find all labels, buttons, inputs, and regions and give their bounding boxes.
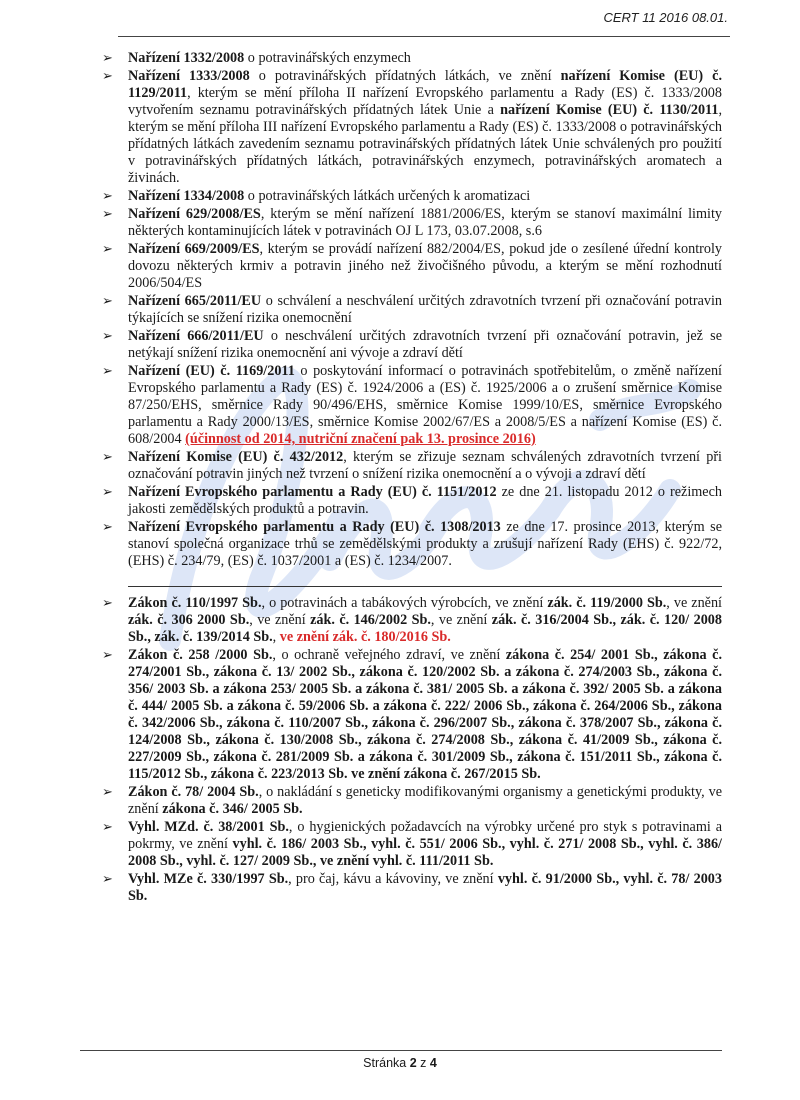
description-text: , o ochraně veřejného zdraví, ve znění [272,647,506,663]
description-text: o potravinářských látkách určených k aromatizaci [244,188,531,204]
legal-reference: zák. č. 316/2004 Sb., zák. č. 120/ 2008 Sb., zák. č. 139/2014 Sb. [128,612,722,645]
arrow-bullet-icon: ➢ [102,207,113,222]
description-text: ze dne 17. prosince 2013, kterým se stanoví společná organizace trhů se zemědělskými produkty a zrušují nařízení Rady (EHS) č. 922/72, (EHS) č. 234/79, (ES) č. 1037/2001 a (ES) č. 1234/2007. [128,519,722,569]
arrow-bullet-icon: ➢ [102,364,113,379]
law-item [100,595,722,646]
highlighted-note: (účinnost od 2014, nutriční značení pak 13. prosince 2016) [185,431,536,447]
footer-divider [80,1050,722,1051]
law-item [100,784,722,818]
legal-reference: Nařízení 665/2011/EU [128,293,262,309]
arrow-bullet-icon: ➢ [102,450,113,465]
legal-reference: Nařízení 666/2011/EU [128,328,264,344]
legal-reference: Zákon č. 258 /2000 Sb. [128,647,273,663]
legal-reference: zák. č. 306 2000 Sb. [128,612,250,628]
description-text: , o nakládání s geneticky modifikovanými organismy a genetickými produkty, ve znění [128,784,723,817]
law-item [100,819,722,870]
document-body [100,50,722,906]
legal-reference: Nařízení Evropského parlamentu a Rady (EU) č. 1151/2012 [128,484,497,500]
regulation-item [100,328,722,362]
description-text: , [272,629,280,645]
legal-reference: Nařízení 629/2008/ES [128,206,261,222]
arrow-bullet-icon: ➢ [102,51,113,66]
arrow-bullet-icon: ➢ [102,820,113,835]
legal-reference: zákona č. 346/ 2005 Sb. [162,801,303,817]
arrow-bullet-icon: ➢ [102,69,113,84]
description-text: o poskytování informací o potravinách spotřebitelům, o změně nařízení Evropského parlamentu a Rady (ES) č. 1924/2006 a (ES) č. 1925/2006 a o zrušení směrnice Komise 87/250/EHS, směrnice Rady 90/496/EHS, směrnice Komise 1999/10/ES, směrnice Evropského parlamentu a Rady 2000/13/ES, směrnice Komise 2002/67/ES a 2008/5/ES a nařízení Komise (ES) č. 608/2004 [128,363,722,447]
page-number-separator: z [416,1056,430,1070]
legal-reference: nařízení Komise (EU) č. 1130/2011 [500,102,719,118]
arrow-bullet-icon: ➢ [102,648,113,663]
description-text: , ve znění [249,612,311,628]
description-text: o neschválení určitých zdravotních tvrzení při označování potravin, jež se netýkají snížení rizika onemocnění ani vývoje a zdraví dětí [128,328,722,361]
legal-reference: Nařízení 1332/2008 [128,50,245,66]
description-text: , kterým se mění příloha II nařízení Evropského parlamentu a Rady (ES) č. 1333/2008 vytvořením seznamu potravinářských přídatných látek Unie a [128,85,722,118]
legal-reference: zák. č. 119/2000 Sb. [547,595,667,611]
arrow-bullet-icon: ➢ [102,785,113,800]
regulation-item [100,293,722,327]
description-text: , kterým se provádí nařízení 882/2004/ES, pokud jde o zesílené úřední kontroly dovozu některých krmiv a potravin jiného než živočišného původu, a kterým se mění rozhodnutí 2006/504/ES [128,241,722,291]
regulation-item [100,206,722,240]
section-divider [128,586,722,587]
arrow-bullet-icon: ➢ [102,189,113,204]
arrow-bullet-icon: ➢ [102,329,113,344]
description-text: , ve znění [666,595,722,611]
legal-reference: Nařízení 1334/2008 [128,188,245,204]
description-text: , kterým se mění nařízení 1881/2006/ES, kterým se stanoví maximální limity některých kontaminujících látek v potravinách OJ L 173, 03.07.2008, s.6 [128,206,722,239]
legal-reference: vyhl. č. 186/ 2003 Sb., vyhl. č. 551/ 2006 Sb., vyhl. č. 271/ 2008 Sb., vyhl. č. 386/ 2008 Sb., vyhl. č. 127/ 2009 Sb., ve znění vyhl. č. 111/2011 Sb. [128,836,722,869]
header-divider [118,36,730,37]
legal-reference: Nařízení (EU) č. 1169/2011 [128,363,295,379]
laws-list [100,595,722,905]
legal-reference: Nařízení Evropského parlamentu a Rady (EU) č. 1308/2013 [128,519,501,535]
regulation-item [100,519,722,570]
legal-reference: Zákon č. 78/ 2004 Sb. [128,784,259,800]
description-text: o schválení a neschválení určitých zdravotních tvrzení při označování potravin týkajících se snížení rizika onemocnění [128,293,722,326]
regulation-item [100,68,722,187]
arrow-bullet-icon: ➢ [102,872,113,887]
regulation-item [100,188,722,205]
description-text: o potravinářských enzymech [244,50,411,66]
legal-reference: nařízení Komise (EU) č. 1129/2011 [128,68,723,101]
regulation-item [100,449,722,483]
regulation-item [100,241,722,292]
description-text: ze dne 21. listopadu 2012 o režimech jakosti zemědělských produktů a potravin. [128,484,722,517]
description-text: , pro čaj, kávu a kávoviny, ve znění [288,871,498,887]
description-text: , o hygienických požadavcích na výrobky určené pro styk s potravinami a pokrmy, ve znění [128,819,722,852]
law-item [100,871,722,905]
arrow-bullet-icon: ➢ [102,242,113,257]
regulation-item [100,363,722,448]
document-code: CERT 11 2016 08.01. [603,10,728,25]
legal-reference: Vyhl. MZe č. 330/1997 Sb. [128,871,289,887]
arrow-bullet-icon: ➢ [102,596,113,611]
page-number-total: 4 [429,1056,437,1070]
regulation-item [100,50,722,67]
legal-reference: Zákon č. 110/1997 Sb. [128,595,262,611]
description-text: , ve znění [430,612,492,628]
law-item [100,647,722,783]
highlighted-note: ve znění zák. č. 180/2016 Sb. [279,629,451,645]
legal-reference: vyhl. č. 91/2000 Sb., vyhl. č. 78/ 2003 Sb. [128,871,722,904]
page-number-current: 2 [409,1056,417,1070]
description-text: , kterým se mění příloha III nařízení Evropského parlamentu a Rady (ES) č. 1333/2008 o potravinářských přídatných látkách zavedením seznamu potravinářských přídatných látek Unie schválených pro použití v potravinářských přídatných látkách, potravinářských enzymech, potravinářských aromatech a živinách. [128,102,722,186]
legal-reference: Nařízení Komise (EU) č. 432/2012 [128,449,344,465]
arrow-bullet-icon: ➢ [102,485,113,500]
legal-reference: Nařízení 669/2009/ES [128,241,260,257]
legal-reference: Nařízení 1333/2008 [128,68,250,84]
regulation-item [100,484,722,518]
arrow-bullet-icon: ➢ [102,294,113,309]
legal-reference: Vyhl. MZd. č. 38/2001 Sb. [128,819,289,835]
legal-reference: zákona č. 254/ 2001 Sb., zákona č. 274/2001 Sb., zákona č. 13/ 2002 Sb., zákona č. 120/2002 Sb. a zákona č. 274/2003 Sb., zákona č. 356/ 2003 Sb. a zákona 253/ 2005 Sb. a zákona č. 381/ 2005 Sb. a zákona č. 392/ 2005 Sb. a zákona č. 444/ 2005 Sb. a zákona č. 59/2006 Sb. a zákona č. 222/ 2006 Sb., zákona č. 264/2006 Sb., zákona č. 342/2006 Sb., zákona č. 110/2007 Sb., zákona č. 296/2007 Sb., zákona č. 378/2007 Sb., zákona č. 124/2008 Sb., zákona č. 130/2008 Sb., zákona č. 274/2008 Sb., zákona č. 41/2009 Sb., zákona č. 227/2009 Sb., zákona č. 281/2009 Sb. a zákona č. 301/2009 Sb., zákona č. 151/2011 Sb., zákona č. 115/2012 Sb., zákona č. 223/2013 Sb. ve znění zákona č. 267/2015 Sb. [128,647,722,782]
description-text: , o potravinách a tabákových výrobcích, ve znění [261,595,548,611]
page-number [0,1056,800,1070]
description-text: o potravinářských přídatných látkách, ve znění [249,68,561,84]
arrow-bullet-icon: ➢ [102,520,113,535]
description-text: , kterým se zřizuje seznam schválených zdravotních tvrzení při označování potravin jiných než tvrzení o snížení rizika onemocnění a o vývoji a zdraví dětí [128,449,722,482]
legal-reference: zák. č. 146/2002 Sb. [310,612,431,628]
page-number-prefix: Stránka [363,1056,410,1070]
regulations-list [100,50,722,570]
